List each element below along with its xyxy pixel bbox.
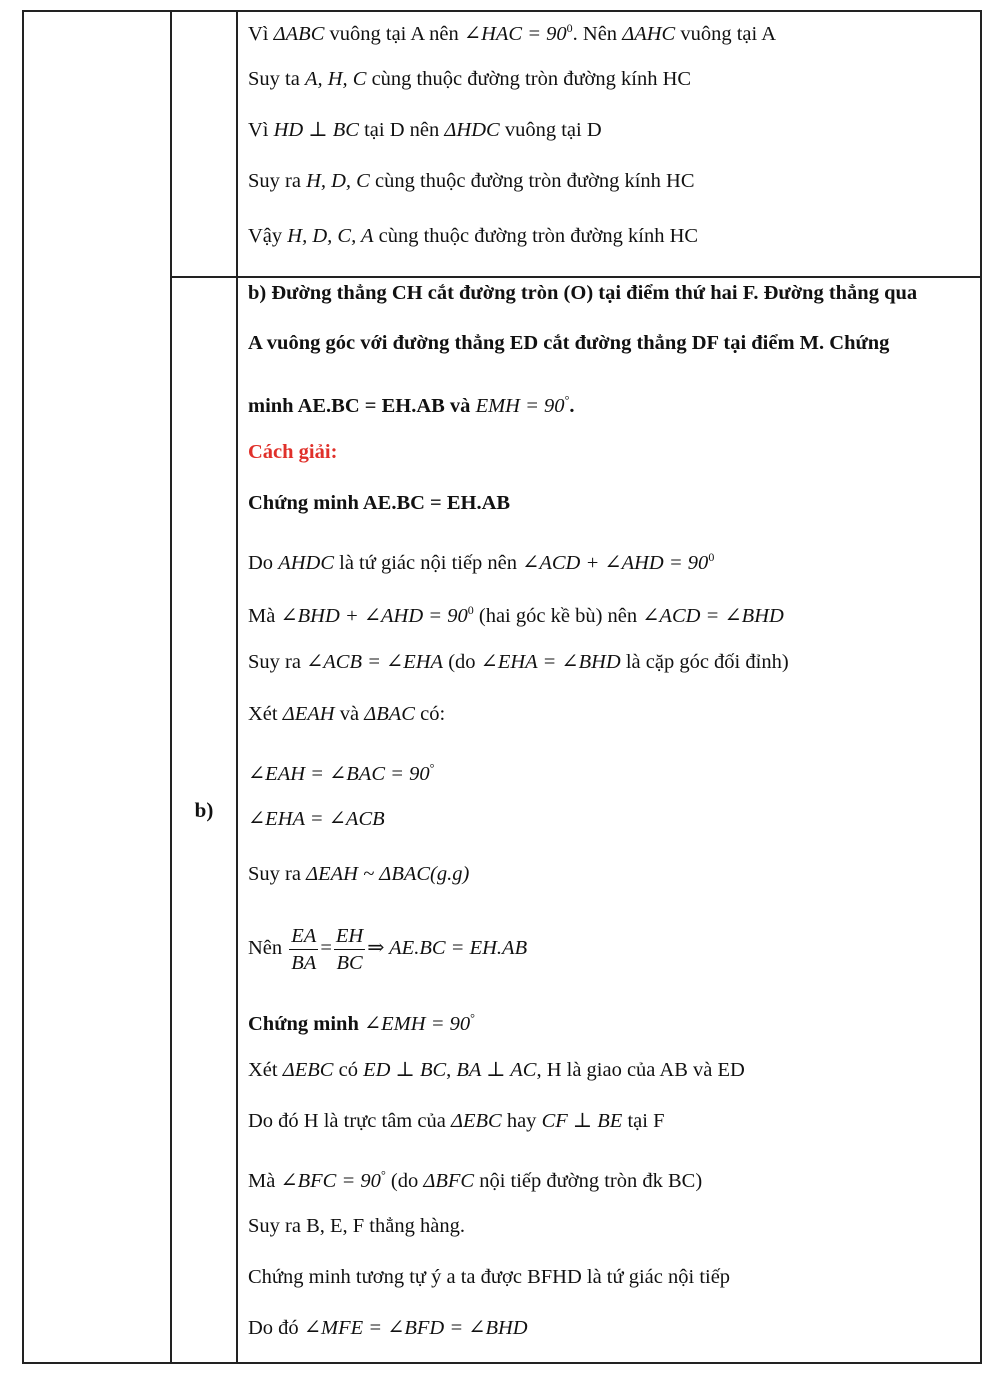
proof-line: Do AHDC là tứ giác nội tiếp nên ∠ACD + ∠AHD = $90^0$ bbox=[248, 550, 715, 574]
fraction: $\frac{EH}{BC}$ bbox=[335, 924, 364, 974]
proof-line: Chứng minh tương tự ý a ta được BFHD là tứ giác nội tiếp bbox=[248, 1266, 731, 1288]
proof-line: Mà ∠BHD + ∠AHD = $90^0$ (hai góc kề bù) nên ∠ACD = ∠BHD bbox=[248, 603, 784, 627]
solution-table bbox=[22, 10, 982, 1364]
proof-line: Suy ra H, D, C cùng thuộc đường tròn đường kính HC bbox=[248, 170, 695, 192]
part-label: b) bbox=[194, 798, 214, 822]
fraction: $\frac{EA}{BA}$ bbox=[291, 924, 317, 974]
question-line: A vuông góc với đường thẳng ED cắt đường thẳng DF tại điểm M. Chứng bbox=[248, 332, 890, 354]
proof-line: Suy ra B, E, F thẳng hàng. bbox=[248, 1215, 465, 1237]
proof-line: Suy ta A, H, C cùng thuộc đường tròn đường kính HC bbox=[248, 68, 692, 90]
proof-line: ∠EHA = ∠ACB bbox=[248, 808, 385, 830]
proof-line: Do đó ∠MFE = ∠BFD = ∠BHD bbox=[248, 1317, 528, 1339]
proof-line: Suy ra ∠ACB = ∠EHA (do ∠EHA = ∠BHD là cặp góc đối đỉnh) bbox=[248, 651, 789, 673]
question-line: minh AE.BC = EH.AB và EMH = 90°. bbox=[248, 393, 575, 417]
proof-line: Vậy H, D, C, A cùng thuộc đường tròn đường kính HC bbox=[248, 225, 699, 247]
proof-line: Mà ∠BFC = 90° (do ΔBFC nội tiếp đường tròn đk BC) bbox=[248, 1168, 703, 1192]
proof-line: Xét ΔEAH và ΔBAC có: bbox=[248, 703, 446, 725]
proof-line: Vì ΔABC vuông tại A nên ∠HAC = $90^0$. Nên ΔAHC vuông tại A bbox=[248, 21, 777, 45]
question-line: b) Đường thẳng CH cắt đường tròn (O) tại điểm thứ hai F. Đường thẳng qua bbox=[248, 282, 918, 304]
proof-title: Chứng minh ∠EMH = 90° bbox=[248, 1011, 475, 1035]
proof-line: Do đó H là trực tâm của ΔEBC hay CF ⊥ BE tại F bbox=[248, 1110, 665, 1132]
table-column-divider bbox=[236, 10, 238, 1364]
proof-line: Vì HD ⊥ BC tại D nên ΔHDC vuông tại D bbox=[248, 119, 602, 141]
table-row-divider bbox=[170, 276, 982, 278]
proof-line: Nên $\frac{EA}{BA}$ = $\frac{EH}{BC}$ ⇒ AE.BC = EH.AB bbox=[248, 924, 528, 974]
table-column-divider bbox=[170, 10, 172, 1364]
proof-line: Suy ra ΔEAH ~ ΔBAC(g.g) bbox=[248, 863, 470, 885]
solution-heading: Cách giải: bbox=[248, 441, 338, 463]
proof-title: Chứng minh AE.BC = EH.AB bbox=[248, 492, 511, 514]
proof-line: Xét ΔEBC có ED ⊥ BC, BA ⊥ AC, H là giao của AB và ED bbox=[248, 1059, 745, 1081]
proof-line: ∠EAH = ∠BAC = 90° bbox=[248, 761, 435, 785]
